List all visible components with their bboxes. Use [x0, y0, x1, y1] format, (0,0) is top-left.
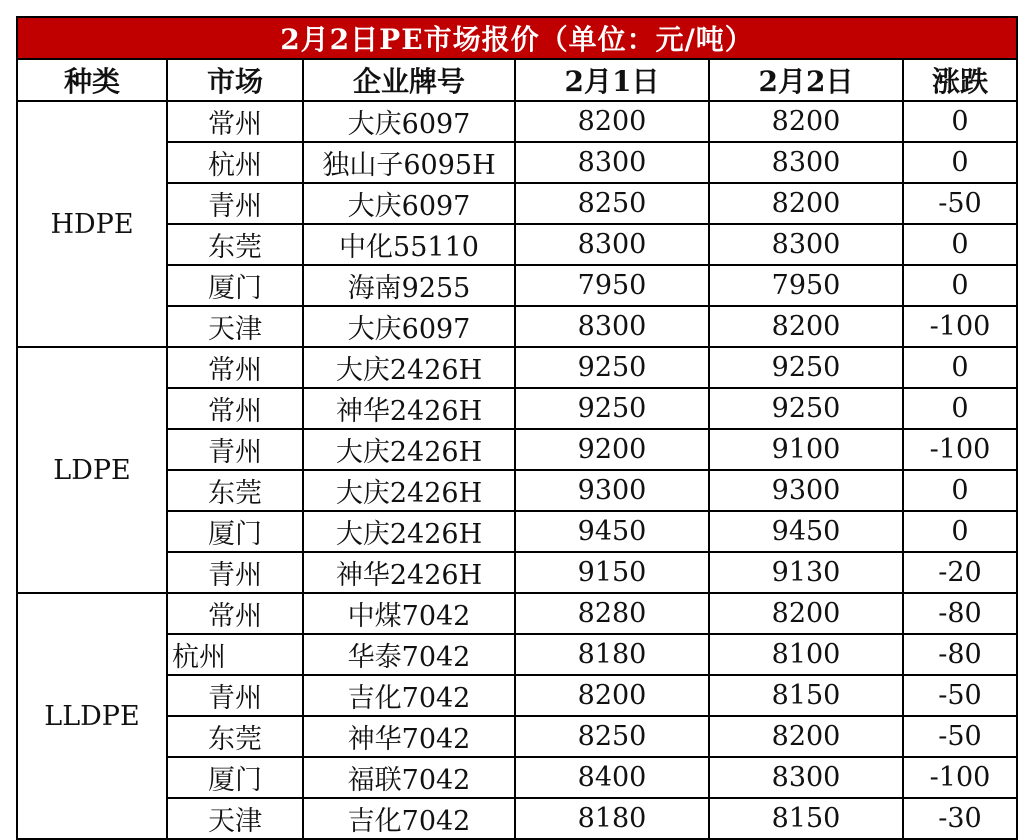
feb2-price-cell: 8150 — [709, 675, 903, 716]
change-cell: -50 — [903, 675, 1017, 716]
feb1-price-cell: 8200 — [515, 675, 709, 716]
feb2-price-cell: 9450 — [709, 511, 903, 552]
table-row — [17, 675, 1017, 716]
brand-cell: 海南9255 — [303, 265, 515, 306]
change-cell: -20 — [903, 552, 1017, 593]
change-cell: 0 — [903, 224, 1017, 265]
table-row — [17, 101, 1017, 142]
market-cell: 青州 — [167, 675, 303, 716]
brand-cell: 神华2426H — [303, 388, 515, 429]
brand-cell: 大庆2426H — [303, 347, 515, 388]
brand-cell: 神华7042 — [303, 716, 515, 757]
feb1-price-cell: 9250 — [515, 388, 709, 429]
feb2-price-cell: 9100 — [709, 429, 903, 470]
feb1-price-cell: 9300 — [515, 470, 709, 511]
table-row — [17, 593, 1017, 634]
change-cell: 0 — [903, 265, 1017, 306]
change-cell: -100 — [903, 306, 1017, 347]
brand-cell: 神华2426H — [303, 552, 515, 593]
brand-cell: 中化55110 — [303, 224, 515, 265]
feb1-price-cell: 8280 — [515, 593, 709, 634]
table-row — [17, 798, 1017, 839]
feb2-price-cell: 8200 — [709, 593, 903, 634]
feb1-price-cell: 7950 — [515, 265, 709, 306]
brand-cell: 大庆2426H — [303, 511, 515, 552]
feb2-price-cell: 8150 — [709, 798, 903, 839]
category-cell: HDPE — [17, 101, 167, 347]
category-cell: LDPE — [17, 347, 167, 593]
header-feb2: 2月2日 — [709, 59, 903, 101]
market-cell: 东莞 — [167, 716, 303, 757]
change-cell: -80 — [903, 593, 1017, 634]
table-row — [17, 183, 1017, 224]
feb1-price-cell: 8400 — [515, 757, 709, 798]
market-cell: 杭州 — [167, 142, 303, 183]
feb1-price-cell: 8180 — [515, 798, 709, 839]
brand-cell: 吉化7042 — [303, 675, 515, 716]
brand-cell: 中煤7042 — [303, 593, 515, 634]
table-row — [17, 511, 1017, 552]
table-row — [17, 757, 1017, 798]
feb2-price-cell: 8200 — [709, 306, 903, 347]
brand-cell: 福联7042 — [303, 757, 515, 798]
feb2-price-cell: 8200 — [709, 101, 903, 142]
table-row — [17, 634, 1017, 675]
feb1-price-cell: 8300 — [515, 306, 709, 347]
feb1-price-cell: 8300 — [515, 142, 709, 183]
table-row — [17, 306, 1017, 347]
feb2-price-cell: 8300 — [709, 142, 903, 183]
change-cell: 0 — [903, 388, 1017, 429]
feb1-price-cell: 8180 — [515, 634, 709, 675]
change-cell: 0 — [903, 511, 1017, 552]
market-cell: 杭州 — [167, 634, 303, 675]
feb2-price-cell: 8100 — [709, 634, 903, 675]
feb2-price-cell: 8300 — [709, 224, 903, 265]
table-body — [17, 101, 1017, 839]
brand-cell: 大庆6097 — [303, 306, 515, 347]
feb1-price-cell: 8250 — [515, 716, 709, 757]
brand-cell: 独山子6095H — [303, 142, 515, 183]
market-cell: 天津 — [167, 798, 303, 839]
header-change: 涨跌 — [903, 59, 1017, 101]
table-row — [17, 716, 1017, 757]
feb2-price-cell: 8200 — [709, 183, 903, 224]
feb2-price-cell: 8300 — [709, 757, 903, 798]
table-title: 2月2日PE市场报价（单位：元/吨） — [17, 17, 1017, 59]
brand-cell: 大庆6097 — [303, 101, 515, 142]
header-feb1: 2月1日 — [515, 59, 709, 101]
market-cell: 厦门 — [167, 511, 303, 552]
feb2-price-cell: 8200 — [709, 716, 903, 757]
brand-cell: 吉化7042 — [303, 798, 515, 839]
change-cell: 0 — [903, 101, 1017, 142]
change-cell: -50 — [903, 183, 1017, 224]
change-cell: -50 — [903, 716, 1017, 757]
change-cell: 0 — [903, 470, 1017, 511]
price-table — [16, 16, 1018, 840]
change-cell: -100 — [903, 757, 1017, 798]
header-category: 种类 — [17, 59, 167, 101]
table-row — [17, 347, 1017, 388]
feb2-price-cell: 9250 — [709, 347, 903, 388]
feb1-price-cell: 8250 — [515, 183, 709, 224]
brand-cell: 大庆2426H — [303, 429, 515, 470]
feb2-price-cell: 9250 — [709, 388, 903, 429]
table-row — [17, 470, 1017, 511]
feb1-price-cell: 8200 — [515, 101, 709, 142]
change-cell: -80 — [903, 634, 1017, 675]
market-cell: 青州 — [167, 552, 303, 593]
market-cell: 常州 — [167, 593, 303, 634]
market-cell: 青州 — [167, 183, 303, 224]
feb2-price-cell: 9300 — [709, 470, 903, 511]
market-cell: 常州 — [167, 347, 303, 388]
brand-cell: 大庆6097 — [303, 183, 515, 224]
feb1-price-cell: 9250 — [515, 347, 709, 388]
market-cell: 东莞 — [167, 470, 303, 511]
feb1-price-cell: 9150 — [515, 552, 709, 593]
change-cell: -100 — [903, 429, 1017, 470]
change-cell: 0 — [903, 347, 1017, 388]
feb2-price-cell: 9130 — [709, 552, 903, 593]
header-market: 市场 — [167, 59, 303, 101]
table-row — [17, 388, 1017, 429]
header-brand: 企业牌号 — [303, 59, 515, 101]
change-cell: 0 — [903, 142, 1017, 183]
table-row — [17, 224, 1017, 265]
feb2-price-cell: 7950 — [709, 265, 903, 306]
feb1-price-cell: 9450 — [515, 511, 709, 552]
change-cell: -30 — [903, 798, 1017, 839]
market-cell: 青州 — [167, 429, 303, 470]
market-cell: 常州 — [167, 101, 303, 142]
table-row — [17, 552, 1017, 593]
market-cell: 厦门 — [167, 757, 303, 798]
market-cell: 天津 — [167, 306, 303, 347]
feb1-price-cell: 9200 — [515, 429, 709, 470]
table-row — [17, 429, 1017, 470]
feb1-price-cell: 8300 — [515, 224, 709, 265]
market-cell: 常州 — [167, 388, 303, 429]
brand-cell: 华泰7042 — [303, 634, 515, 675]
market-cell: 厦门 — [167, 265, 303, 306]
category-cell: LLDPE — [17, 593, 167, 839]
table-row — [17, 265, 1017, 306]
table-row — [17, 142, 1017, 183]
brand-cell: 大庆2426H — [303, 470, 515, 511]
market-cell: 东莞 — [167, 224, 303, 265]
